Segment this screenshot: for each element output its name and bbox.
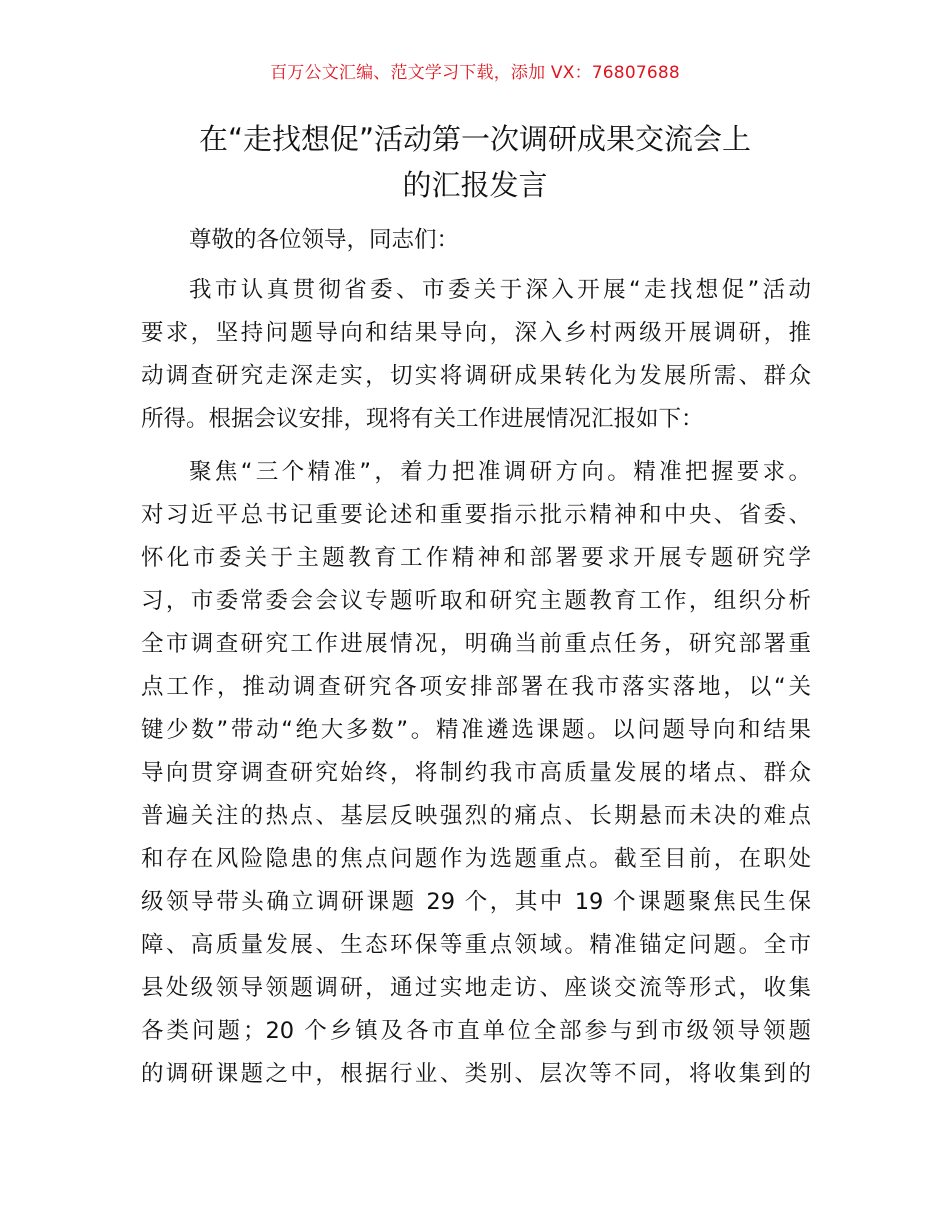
paragraph-1-line: 动调查研究走深走实，切实将调研成果转化为发展所需、群众 [141, 363, 811, 389]
paragraph-1-line: 我市认真贯彻省委、市委关于深入开展“走找想促”活动 [189, 277, 811, 303]
paragraph-2-line: 县处级领导领题调研，通过实地走访、座谈交流等形式，收集 [141, 975, 811, 1001]
paragraph-2-line: 和存在风险隐患的焦点问题作为选题重点。截至目前，在职处 [141, 846, 811, 872]
salutation: 尊敬的各位领导，同志们： [189, 227, 460, 253]
watermark-header: 百万公文汇编、范文学习下载，添加 VX：76807688 [270, 63, 680, 83]
paragraph-2-line: 对习近平总书记重要论述和重要指示批示精神和中央、省委、 [141, 502, 811, 528]
document-title-line-1: 在“走找想促”活动第一次调研成果交流会上 [198, 122, 752, 156]
paragraph-2-line: 障、高质量发展、生态环保等重点领域。精准锚定问题。全市 [141, 932, 811, 958]
paragraph-2-line: 聚焦“三个精准”，着力把准调研方向。精准把握要求。 [189, 459, 811, 485]
paragraph-2-line: 全市调查研究工作进展情况，明确当前重点任务，研究部署重 [141, 631, 811, 657]
paragraph-2-line: 点工作，推动调查研究各项安排部署在我市落实落地，以“关 [141, 674, 811, 700]
paragraph-2-line: 的调研课题之中，根据行业、类别、层次等不同，将收集到的 [141, 1061, 811, 1087]
paragraph-2-line: 普遍关注的热点、基层反映强烈的痛点、长期悬而未决的难点 [141, 803, 811, 829]
paragraph-2-line: 键少数”带动“绝大多数”。精准遴选课题。以问题导向和结果 [141, 717, 811, 743]
paragraph-2-line: 级领导带头确立调研课题 29 个，其中 19 个课题聚焦民生保 [141, 889, 811, 915]
paragraph-2-line: 各类问题；20 个乡镇及各市直单位全部参与到市级领导领题 [141, 1018, 811, 1044]
paragraph-1-line: 所得。根据会议安排，现将有关工作进展情况汇报如下： [141, 406, 704, 432]
paragraph-2-line: 导向贯穿调查研究始终，将制约我市高质量发展的堵点、群众 [141, 760, 811, 786]
paragraph-1-line: 要求，坚持问题导向和结果导向，深入乡村两级开展调研，推 [141, 320, 811, 346]
paragraph-2-line: 习，市委常委会会议专题听取和研究主题教育工作，组织分析 [141, 588, 811, 614]
document-title-line-2: 的汇报发言 [402, 168, 548, 202]
paragraph-2-line: 怀化市委关于主题教育工作精神和部署要求开展专题研究学 [141, 545, 811, 571]
